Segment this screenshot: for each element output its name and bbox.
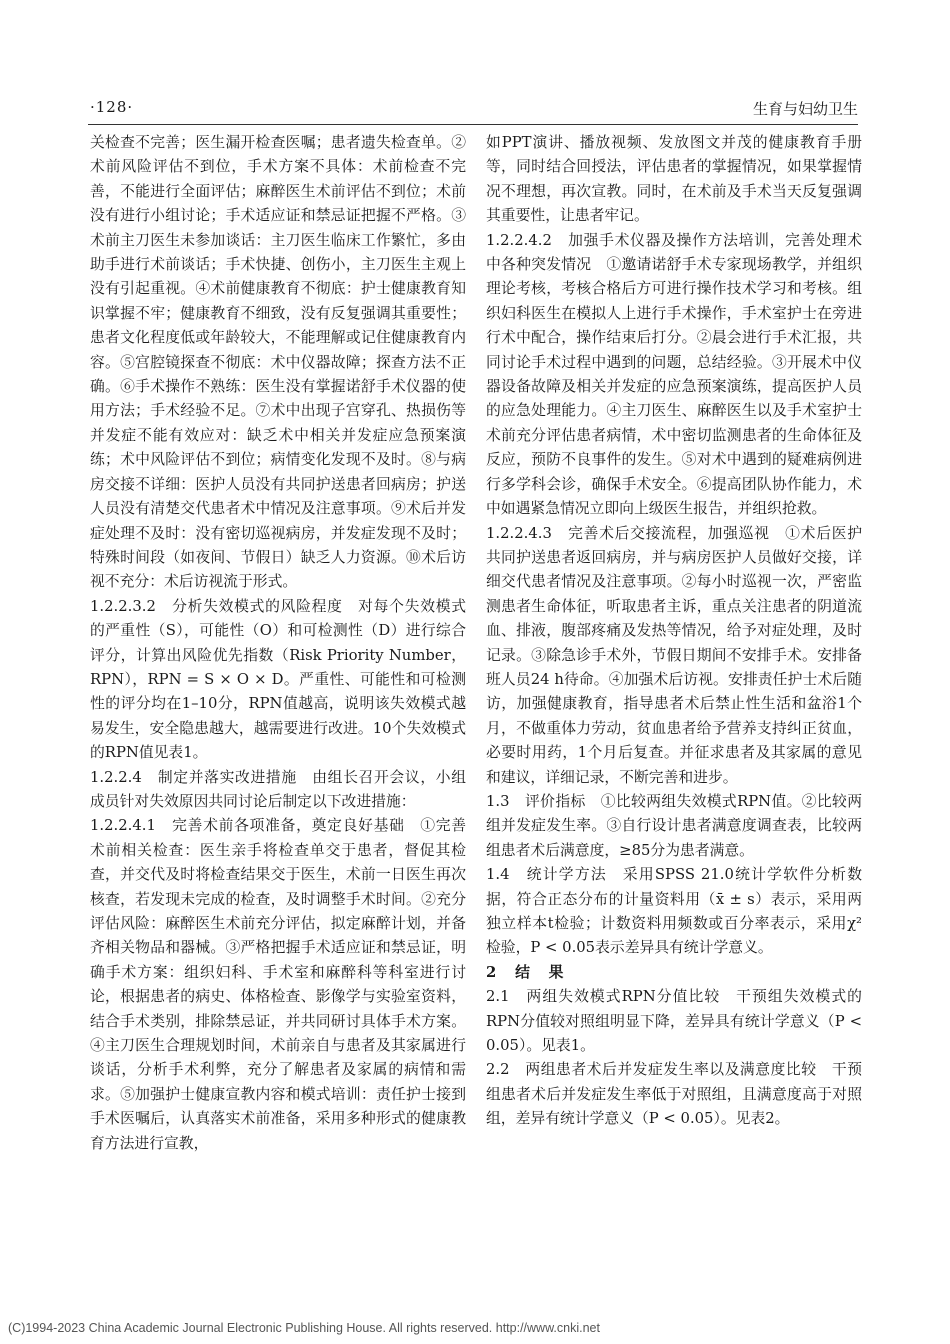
right-column: [486, 131, 862, 1132]
paragraph-evaluation-indicators: 1.3 评价指标 ①比较两组失效模式RPN值。②比较两组并发症发生率。③自行设计患者满意度调查表，比较两组患者术后满意度，≥85分为患者满意。: [486, 792, 862, 859]
paragraph-failure-causes: 关检查不完善；医生漏开检查医嘱；患者遗失检查单。②术前风险评估不到位，手术方案不具体：术前检查不完善，不能进行全面评估；麻醉医生术前评估不到位；术前没有进行小组讨论；手术适应证和禁忌证把握不严格。③术前主刀医生未参加谈话：主刀医生临床工作繁忙，多由助手进行术前谈话；手术快捷、创伤小，主刀医生主观上没有引起重视。④术前健康教育不彻底：护士健康教育知识掌握不牢；健康教育不细致，没有反复强调其重要性；患者文化程度低或年龄较大，不能理解或记住健康教育内容。⑤宫腔镜探查不彻底：术中仪器故障；探查方法不正确。⑥手术操作不熟练：医生没有掌握诺舒手术仪器的使用方法；手术经验不足。⑦术中出现子宫穿孔、热损伤等并发症不能有效应对：缺乏术中相关并发症应急预案演练；术中风险评估不到位；病情变化发现不及时。⑧与病房交接不详细：医护人员没有共同护送患者回病房；护送人员没有清楚交代患者术中情况及注意事项。⑨术后并发症处理不及时：没有密切巡视病房，并发症发现不及时；特殊时间段（如夜间、节假日）缺乏人力资源。⑩术后访视不充分：术后访视流于形式。: [90, 134, 466, 591]
paragraph-risk-degree: 1.2.2.3.2 分析失效模式的风险程度 对每个失效模式的严重性（S），可能性（O）和可检测性（D）进行综合评分，计算出风险优先指数（Risk Priority Number，RPN），RPN = S × O × D。严重性、可能性和可检测性的评分均在1–10分，RPN值越高，说明该失效模式越易发生，安全隐患越大，越需要进行改进。10个失效模式的RPN值见表1。: [90, 597, 466, 762]
paragraph-preop-preparation: 1.2.2.4.1 完善术前各项准备，奠定良好基础 ①完善术前相关检查：医生亲手将检查单交于患者，督促其检查，并交代及时将检查结果交于医生，术前一日医生再次核查，若发现未完成的检查，及时调整手术时间。②充分评估风险：麻醉医生术前充分评估，拟定麻醉计划，并备齐相关物品和器械。③严格把握手术适应证和禁忌证，明确手术方案：组织妇科、手术室和麻醉科等科室进行讨论，根据患者的病史、体格检查、影像学与实验室资料，结合手术类别，排除禁忌证，并共同研讨具体手术方案。④主刀医生合理规划时间，术前亲自与患者及其家属进行谈话，分析手术利弊，充分了解患者及家属的病情和需求。⑤加强护士健康宣教内容和模式培训：责任护士接到手术医嘱后，认真落实术前准备，采用多种形式的健康教育方法进行宣教，: [90, 817, 466, 1152]
paragraph-result-complications: 2.2 两组患者术后并发症发生率以及满意度比较 干预组患者术后并发症发生率低于对照组，且满意度高于对照组，差异有统计学意义（P < 0.05）。见表2。: [486, 1061, 862, 1128]
left-column: [90, 131, 466, 1156]
paragraph-education-continued: 如PPT演讲、播放视频、发放图文并茂的健康教育手册等，同时结合回授法，评估患者的掌握情况，如果掌握情况不理想，再次宣教。同时，在术前及手术当天反复强调其重要性，让患者牢记。: [486, 134, 862, 225]
header-rule: [88, 124, 858, 125]
section-heading-results: 2 结 果: [486, 963, 566, 981]
copyright-footer: (C)1994-2023 China Academic Journal Electronic Publishing House. All rights reserved. http://www.cnki.net: [8, 1321, 600, 1335]
paragraph-improvement-measures: 1.2.2.4 制定并落实改进措施 由组长召开会议，小组成员针对失效原因共同讨论后制定以下改进措施：: [90, 768, 466, 810]
paragraph-postop-handover: 1.2.2.4.3 完善术后交接流程，加强巡视 ①术后医护共同护送患者返回病房，并与病房医护人员做好交接，详细交代患者情况及注意事项。②每小时巡视一次，严密监测患者生命体征，听取患者主诉，重点关注患者的阴道流血、排液，腹部疼痛及发热等情况，给予对症处理，及时记录。③除急诊手术外，节假日期间不安排手术。安排备班人员24 h待命。④加强术后访视。安排责任护士术后随访，加强健康教育，指导患者术后禁止性生活和盆浴1个月，不做重体力劳动，贫血患者给予营养支持纠正贫血，必要时用药，1个月后复查。并征求患者及其家属的意见和建议，详细记录，不断完善和进步。: [486, 524, 862, 786]
paragraph-result-rpn: 2.1 两组失效模式RPN分值比较 干预组失效模式的RPN分值较对照组明显下降，差异具有统计学意义（P < 0.05）。见表1。: [486, 988, 862, 1055]
journal-name: 生育与妇幼卫生: [752, 100, 858, 118]
page-number: ·128·: [90, 98, 134, 116]
paragraph-instrument-training: 1.2.2.4.2 加强手术仪器及操作方法培训，完善处理术中各种突发情况 ①邀请诺舒手术专家现场教学，并组织理论考核，考核合格后方可进行操作技术学习和考核。组织妇科医生在模拟人上进行手术操作，手术室护士在旁进行术中配合，操作结束后打分。②晨会进行手术汇报，共同讨论手术过程中遇到的问题，总结经验。③开展术中仪器设备故障及相关并发症的应急预案演练，提高医护人员的应急处理能力。④主刀医生、麻醉医生以及手术室护士术前充分评估患者病情，术中密切监测患者的生命体征及反应，预防不良事件的发生。⑤对术中遇到的疑难病例进行多学科会诊，确保手术安全。⑥提高团队协作能力，术中如遇紧急情况立即向上级医生报告，并组织抢救。: [486, 231, 862, 518]
paragraph-statistical-methods: 1.4 统计学方法 采用SPSS 21.0统计学软件分析数据，符合正态分布的计量资料用（x̄ ± s）表示，采用两独立样本t检验；计数资料用频数或百分率表示，采用χ² 检验，P < 0.05表示差异具有统计学意义。: [486, 866, 862, 957]
